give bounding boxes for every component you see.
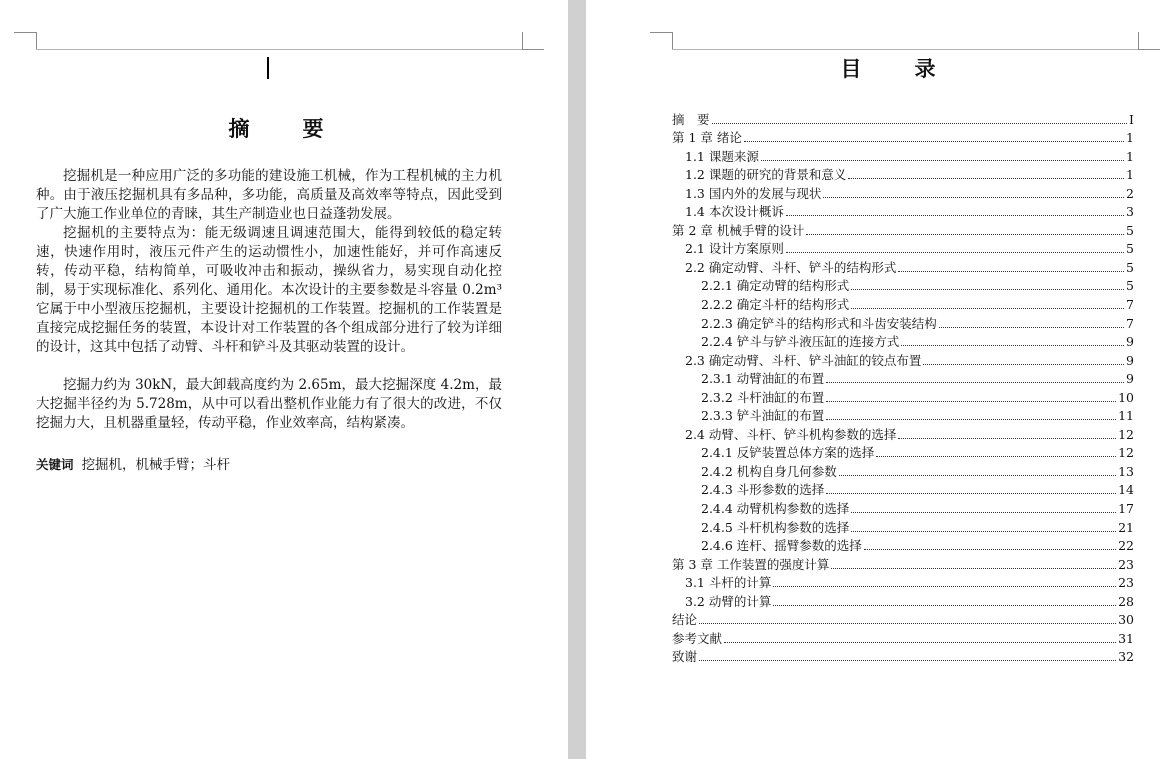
toc-entry-title: 2.1 设计方案原则 bbox=[685, 241, 784, 257]
toc-entry[interactable] bbox=[672, 553, 1134, 572]
toc-entry-title: 1.1 课题来源 bbox=[685, 148, 759, 164]
toc-entry-title: 2.4 动臂、斗杆、铲斗机构参数的选择 bbox=[685, 426, 897, 442]
toc-dot-leader bbox=[939, 327, 1124, 328]
toc-entry[interactable] bbox=[672, 479, 1134, 498]
abstract-paragraph-3: 挖掘力约为 30kN，最大卸载高度约为 2.65m，最大挖掘深度 4.2m，最大挖掘半径约为 5.728m，从中可以看出整机作业能力有了很大的改进，不仅挖掘力大，且机器重量轻，传动平稳，作业效率高，结构紧凑。 bbox=[36, 377, 502, 431]
toc-entry-page: 10 bbox=[1118, 389, 1134, 405]
toc-entry-title: 1.3 国内外的发展与现状 bbox=[685, 185, 822, 201]
toc-entry[interactable] bbox=[672, 609, 1134, 628]
toc-entry-page: 2 bbox=[1126, 185, 1134, 201]
toc-entry-page: 5 bbox=[1126, 259, 1134, 275]
toc-title: 目 录 bbox=[840, 57, 952, 81]
toc-entry-page: 1 bbox=[1126, 148, 1134, 164]
toc-entry[interactable] bbox=[672, 293, 1134, 312]
toc-dot-leader bbox=[699, 660, 1116, 661]
toc-entry-title: 2.3.3 铲斗油缸的布置 bbox=[701, 408, 825, 424]
toc-entry[interactable] bbox=[672, 127, 1134, 146]
toc-dot-leader bbox=[851, 289, 1124, 290]
keywords-line bbox=[36, 455, 230, 475]
toc-dot-leader bbox=[823, 197, 1124, 198]
toc-entry-title: 2.4.1 反铲装置总体方案的选择 bbox=[701, 445, 875, 461]
toc-dot-leader bbox=[744, 141, 1124, 142]
toc-entry-page: 9 bbox=[1126, 352, 1134, 368]
toc-entry[interactable] bbox=[672, 590, 1134, 609]
toc-entry-title: 2.3 确定动臂、斗杆、铲斗油缸的铰点布置 bbox=[685, 352, 922, 368]
toc-entry[interactable] bbox=[672, 331, 1134, 350]
toc-entry[interactable] bbox=[672, 460, 1134, 479]
toc-entry[interactable] bbox=[672, 572, 1134, 591]
abstract-paragraph-2: 挖掘机的主要特点为：能无级调速且调速范围大，能得到较低的稳定转速，快速作用时，液压元件产生的运动惯性小，加速性能好，并可作高速反转，传动平稳，结构简单，可吸收冲击和振动，操纵省力，易实现自动化控制，易于实现标准化、系列化、通用化。本次设计的主要参数是斗容量 0.2m³它属于中小型液压挖掘机，主要设计挖掘机的工作装置。挖掘机的工作装置是直接完成挖掘任务的装置，本设计对工作装置的各个组成部分进行了较为详细的设计，这其中包括了动臂、斗杆和铲斗及其驱动装置的设计。 bbox=[36, 225, 502, 355]
toc-entry-page: 9 bbox=[1126, 371, 1134, 387]
toc-dot-leader bbox=[724, 642, 1116, 643]
toc-entry[interactable] bbox=[672, 238, 1134, 257]
toc-entry-title: 1.4 本次设计概诉 bbox=[685, 204, 784, 220]
text-cursor bbox=[267, 57, 269, 79]
toc-entry-title: 2.2.2 确定斗杆的结构形式 bbox=[701, 297, 850, 313]
toc-entry-title: 参考文献 bbox=[672, 630, 723, 646]
toc-entry[interactable] bbox=[672, 535, 1134, 554]
toc-entry-page: 1 bbox=[1126, 167, 1134, 183]
toc-dot-leader bbox=[898, 271, 1124, 272]
toc-entry-page: I bbox=[1129, 111, 1134, 127]
toc-dot-leader bbox=[851, 531, 1116, 532]
page-gutter bbox=[568, 0, 586, 759]
toc-entry-page: 9 bbox=[1126, 334, 1134, 350]
toc-entry-page: 21 bbox=[1118, 519, 1134, 535]
toc-dot-leader bbox=[806, 234, 1124, 235]
toc-entry-title: 2.3.1 动臂油缸的布置 bbox=[701, 371, 825, 387]
toc-entry-title: 2.3.2 斗杆油缸的布置 bbox=[701, 389, 825, 405]
toc-entry[interactable] bbox=[672, 516, 1134, 535]
toc-entry-title: 致谢 bbox=[672, 649, 698, 665]
toc-entry-page: 23 bbox=[1118, 556, 1134, 572]
toc-dot-leader bbox=[786, 252, 1124, 253]
toc-entry[interactable] bbox=[672, 312, 1134, 331]
toc-entry-page: 11 bbox=[1118, 408, 1134, 424]
toc-entry-page: 7 bbox=[1126, 297, 1134, 313]
toc-entry-title: 第 3 章 工作装置的强度计算 bbox=[672, 556, 830, 572]
toc-entry-page: 1 bbox=[1126, 130, 1134, 146]
toc-dot-leader bbox=[839, 475, 1116, 476]
toc-dot-leader bbox=[773, 605, 1116, 606]
toc-entry-title: 1.2 课题的研究的背景和意义 bbox=[685, 167, 847, 183]
abstract-title: 摘 要 bbox=[228, 117, 340, 141]
toc-entry[interactable] bbox=[672, 646, 1134, 665]
toc-entry-title: 2.2.4 铲斗与铲斗液压缸的连接方式 bbox=[701, 334, 900, 350]
toc-dot-leader bbox=[786, 215, 1124, 216]
toc-entry-title: 2.4.3 斗形参数的选择 bbox=[701, 482, 825, 498]
toc-entry-page: 7 bbox=[1126, 315, 1134, 331]
toc-entry-title: 2.4.2 机构自身几何参数 bbox=[701, 463, 837, 479]
page-margin-marks bbox=[36, 32, 522, 50]
page-margin-marks bbox=[672, 32, 1138, 50]
toc-dot-leader bbox=[851, 308, 1124, 309]
toc-entry-page: 30 bbox=[1118, 612, 1134, 628]
toc-entry-title: 第 2 章 机械手臂的设计 bbox=[672, 222, 805, 238]
toc-entry-page: 3 bbox=[1126, 204, 1134, 220]
abstract-page bbox=[0, 0, 568, 759]
toc-dot-leader bbox=[826, 382, 1124, 383]
toc-dot-leader bbox=[761, 160, 1124, 161]
keywords-value: 挖掘机，机械手臂；斗杆 bbox=[81, 457, 231, 473]
toc-entry[interactable] bbox=[672, 108, 1134, 127]
toc-entry[interactable] bbox=[672, 386, 1134, 405]
toc-entry-title: 2.2.3 确定铲斗的结构形式和斗齿安装结构 bbox=[701, 315, 937, 331]
toc-entry-title: 2.4.6 连杆、摇臂参数的选择 bbox=[701, 538, 862, 554]
toc-dot-leader bbox=[848, 178, 1124, 179]
toc-entry[interactable] bbox=[672, 201, 1134, 220]
toc-entry-page: 31 bbox=[1118, 630, 1134, 646]
toc-entry-page: 22 bbox=[1118, 538, 1134, 554]
toc-entry-page: 12 bbox=[1118, 426, 1134, 442]
toc-entry[interactable] bbox=[672, 423, 1134, 442]
toc-entry-page: 13 bbox=[1118, 463, 1134, 479]
toc-entry[interactable] bbox=[672, 164, 1134, 183]
toc-entry-title: 3.1 斗杆的计算 bbox=[685, 575, 772, 591]
table-of-contents bbox=[672, 108, 1134, 664]
toc-entry[interactable] bbox=[672, 145, 1134, 164]
toc-dot-leader bbox=[826, 493, 1116, 494]
toc-entry-title: 第 1 章 绪论 bbox=[672, 130, 742, 146]
toc-entry[interactable] bbox=[672, 256, 1134, 275]
toc-entry-page: 5 bbox=[1126, 222, 1134, 238]
toc-entry-page: 14 bbox=[1118, 482, 1134, 498]
toc-entry-title: 3.2 动臂的计算 bbox=[685, 593, 772, 609]
toc-dot-leader bbox=[864, 549, 1116, 550]
toc-entry-page: 32 bbox=[1118, 649, 1134, 665]
toc-entry[interactable] bbox=[672, 627, 1134, 646]
toc-dot-leader bbox=[876, 456, 1116, 457]
toc-entry-title: 结论 bbox=[672, 612, 698, 628]
toc-dot-leader bbox=[699, 623, 1116, 624]
toc-entry-page: 5 bbox=[1126, 278, 1134, 294]
toc-dot-leader bbox=[826, 401, 1116, 402]
keywords-label: 关键词 bbox=[36, 457, 74, 472]
toc-entry-page: 28 bbox=[1118, 593, 1134, 609]
toc-entry[interactable] bbox=[672, 182, 1134, 201]
toc-entry-title: 摘 要 bbox=[672, 111, 710, 127]
toc-entry[interactable] bbox=[672, 368, 1134, 387]
toc-entry-title: 2.2 确定动臂、斗杆、铲斗的结构形式 bbox=[685, 259, 897, 275]
abstract-paragraph-1: 挖掘机是一种应用广泛的多功能的建设施工机械，作为工程机械的主力机种。由于液压挖掘机具有多品种，多功能，高质量及高效率等特点，因此受到了广大施工作业单位的青睐，其生产制造业也日益蓬勃发展。 bbox=[36, 168, 502, 222]
toc-dot-leader bbox=[851, 512, 1116, 513]
toc-dot-leader bbox=[831, 568, 1116, 569]
toc-entry[interactable] bbox=[672, 497, 1134, 516]
toc-entry[interactable] bbox=[672, 442, 1134, 461]
toc-dot-leader bbox=[826, 419, 1116, 420]
toc-entry[interactable] bbox=[672, 275, 1134, 294]
toc-dot-leader bbox=[712, 123, 1128, 124]
toc-entry-page: 23 bbox=[1118, 575, 1134, 591]
toc-dot-leader bbox=[901, 345, 1124, 346]
toc-dot-leader bbox=[898, 438, 1116, 439]
toc-entry-page: 12 bbox=[1118, 445, 1134, 461]
toc-dot-leader bbox=[773, 586, 1116, 587]
toc-page bbox=[586, 0, 1173, 759]
toc-entry-title: 2.4.4 动臂机构参数的选择 bbox=[701, 501, 850, 517]
toc-entry-page: 17 bbox=[1118, 501, 1134, 517]
toc-entry[interactable] bbox=[672, 405, 1134, 424]
toc-entry-page: 5 bbox=[1126, 241, 1134, 257]
toc-dot-leader bbox=[923, 364, 1124, 365]
toc-entry[interactable] bbox=[672, 349, 1134, 368]
toc-entry-title: 2.2.1 确定动臂的结构形式 bbox=[701, 278, 850, 294]
toc-entry[interactable] bbox=[672, 219, 1134, 238]
toc-entry-title: 2.4.5 斗杆机构参数的选择 bbox=[701, 519, 850, 535]
